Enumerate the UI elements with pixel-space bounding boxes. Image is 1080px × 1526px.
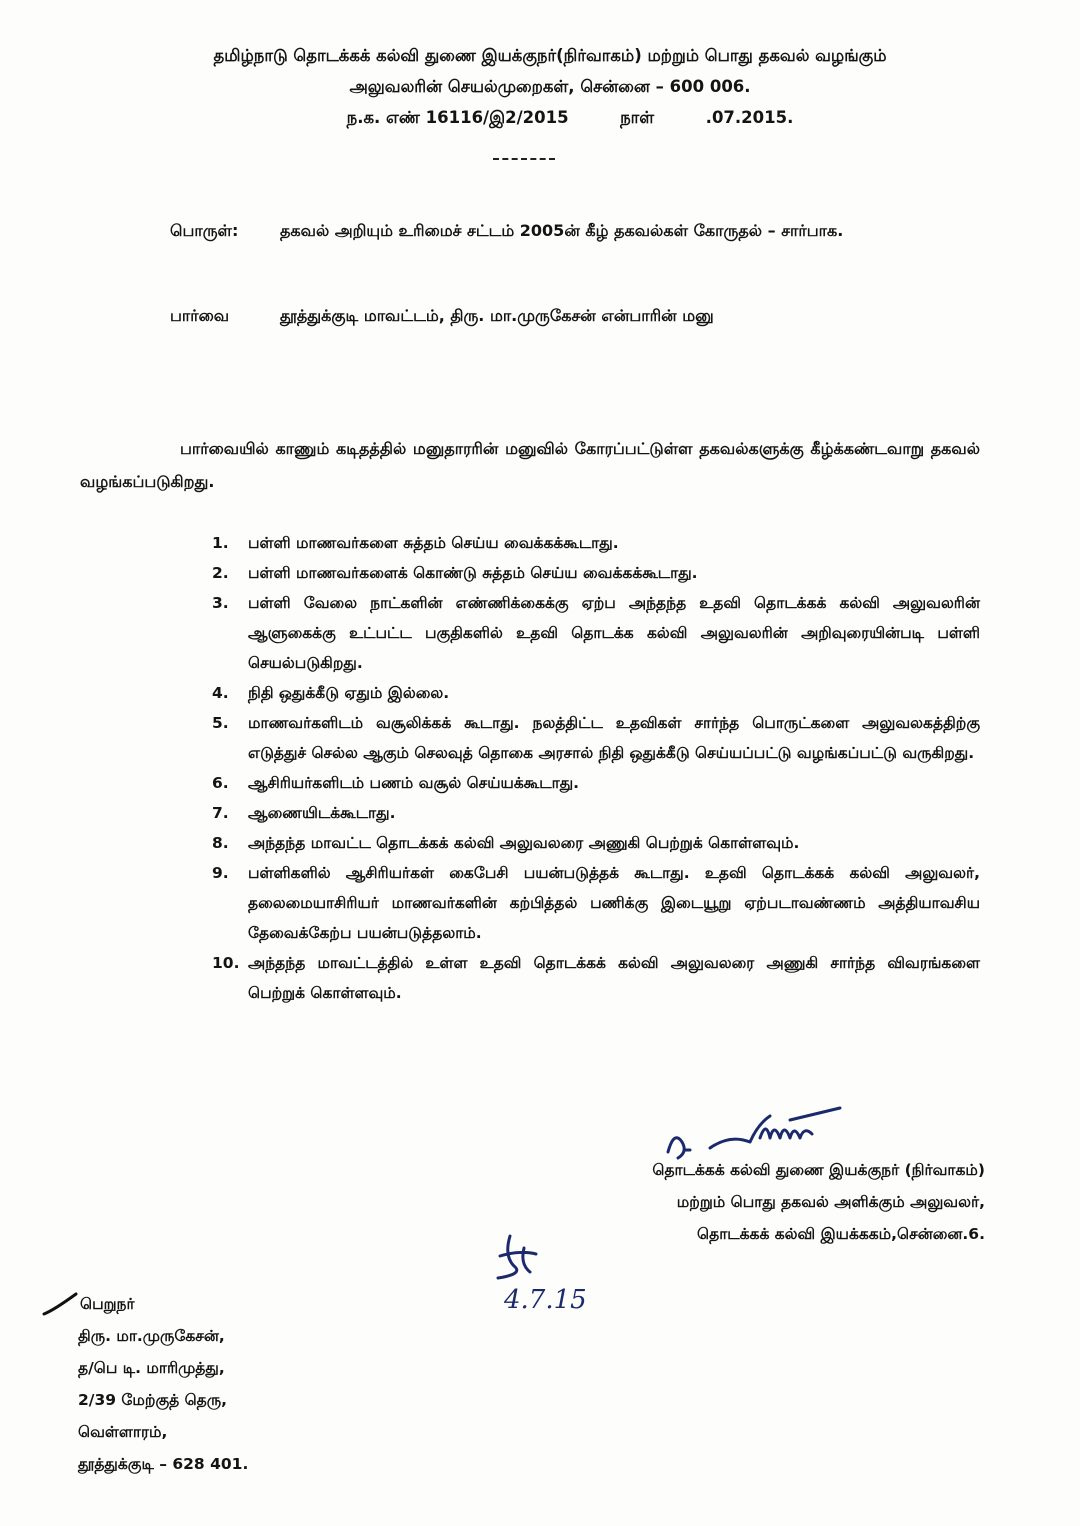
item-text: நிதி ஒதுக்கீடு ஏதும் இல்லை.: [248, 684, 450, 702]
item-number: 2.: [212, 564, 229, 582]
item-number: 9.: [212, 864, 229, 882]
list-item: [212, 588, 980, 678]
item-text: பள்ளி மாணவர்களை சுத்தம் செய்ய வைக்கக்கூடாது.: [248, 534, 619, 552]
recipient-district: தூத்துக்குடி – 628 401.: [78, 1455, 249, 1473]
recipient-guardian: த/பெ டி. மாரிமுத்து,: [78, 1359, 225, 1377]
item-number: 5.: [212, 714, 229, 732]
recipient-village: வெள்ளாரம்,: [78, 1423, 168, 1441]
subject-text: தகவல் அறியும் உரிமைச் சட்டம் 2005ன் கீழ் தகவல்கள் கோருதல் – சார்பாக.: [280, 221, 844, 240]
reference-label: பார்வை: [170, 306, 230, 325]
item-text: ஆசிரியர்களிடம் பணம் வசூல் செய்யக்கூடாது.: [248, 774, 580, 792]
subject-label: பொருள்:: [170, 221, 239, 240]
reference-text: தூத்துக்குடி மாவட்டம், திரு. மா.முருகேசன் என்பாரின் மனு: [280, 306, 714, 325]
list-item: [212, 708, 980, 768]
list-item: [212, 828, 980, 858]
item-number: 1.: [212, 534, 229, 552]
item-text: அந்தந்த மாவட்டத்தில் உள்ள உதவி தொடக்கக் கல்வி அலுவலரை அணுகி சார்ந்த விவரங்களை பெற்றுக் கொள்ளவும்.: [248, 954, 980, 1002]
header-address-line: அலுவலரின் செயல்முறைகள், சென்னை – 600 006.: [349, 77, 751, 96]
header-office-line: தமிழ்நாடு தொடக்கக் கல்வி துணை இயக்குநர்(நிர்வாகம்) மற்றும் பொது தகவல் வழங்கும்: [213, 46, 887, 65]
item-text: பள்ளி மாணவர்களைக் கொண்டு சுத்தம் செய்ய வைக்கக்கூடாது.: [248, 564, 698, 582]
tick-mark-icon: [40, 1292, 80, 1318]
header-reference-line: [80, 102, 1020, 133]
response-list: [212, 528, 980, 1008]
item-number: 10.: [212, 954, 240, 972]
reference-block: [170, 306, 714, 327]
signatory-office: தொடக்கக் கல்வி இயக்ககம்,சென்னை.6.: [697, 1225, 985, 1243]
list-item: [212, 528, 980, 558]
date-label: நாள்: [620, 108, 655, 127]
recipient-name: திரு. மா.முருகேசன்,: [78, 1327, 225, 1345]
item-number: 6.: [212, 774, 229, 792]
item-text: மாணவர்களிடம் வசூலிக்கக் கூடாது. நலத்திட்ட உதவிகள் சார்ந்த பொருட்களை அலுவலகத்திற்கு எடுத்துச் செல்ல ஆகும் செலவுத் தொகை அரசால் நிதி ஒதுக்கீடு செய்யப்பட்டு வழங்கப்பட்டு வருகிறது.: [248, 714, 980, 762]
header-divider: [493, 158, 555, 160]
handwritten-initials: [480, 1228, 630, 1318]
item-text: அந்தந்த மாவட்ட தொடக்கக் கல்வி அலுவலரை அணுகி பெற்றுக் கொள்ளவும்.: [248, 834, 800, 852]
list-item: [212, 798, 980, 828]
letter-header: [80, 40, 1020, 133]
item-number: 8.: [212, 834, 229, 852]
item-text: பள்ளி வேலை நாட்களின் எண்ணிக்கைக்கு ஏற்ப அந்தந்த உதவி தொடக்கக் கல்வி அலுவலரின் ஆளுகைக்கு உட்பட்ட பகுதிகளில் உதவி தொடக்க கல்வி அலுவலரின் அறிவுரையின்படி பள்ளி செயல்படுகிறது.: [248, 594, 980, 672]
date-value: .07.2015.: [705, 108, 794, 127]
list-item: [212, 558, 980, 588]
item-number: 4.: [212, 684, 229, 702]
list-item: [212, 678, 980, 708]
item-text: பள்ளிகளில் ஆசிரியர்கள் கைபேசி பயன்படுத்தக் கூடாது. உதவி தொடக்கக் கல்வி அலுவலர், தலைமையாசிரியர் மாணவர்களின் கற்பித்தல் பணிக்கு இடையூறு ஏற்படாவண்ணம் அத்தியாவசிய தேவைக்கேற்ப பயன்படுத்தலாம்.: [248, 864, 980, 942]
item-text: ஆணையிடக்கூடாது.: [248, 804, 396, 822]
recipient-street: 2/39 மேற்குத் தெரு,: [78, 1391, 228, 1409]
recipient-label: பெறுநர்: [80, 1295, 135, 1313]
signatory-title: தொடக்கக் கல்வி துணை இயக்குநர் (நிர்வாகம்): [652, 1161, 985, 1179]
list-item: [212, 948, 980, 1008]
recipient-block: [40, 1288, 248, 1480]
list-item: [212, 858, 980, 948]
intro-paragraph: பார்வையில் காணும் கடிதத்தில் மனுதாரரின் மனுவில் கோரப்பட்டுள்ள தகவல்களுக்கு கீழ்க்கண்டவாறு தகவல் வழங்கப்படுகிறது.: [80, 439, 980, 491]
initials-date: 4.7.15: [504, 1285, 587, 1315]
list-item: [212, 768, 980, 798]
reference-number: ந.க. எண் 16116/இ2/2015: [346, 108, 569, 127]
item-number: 3.: [212, 594, 229, 612]
subject-block: [170, 214, 900, 248]
signatory-role: மற்றும் பொது தகவல் அளிக்கும் அலுவலர்,: [676, 1193, 985, 1211]
item-number: 7.: [212, 804, 229, 822]
